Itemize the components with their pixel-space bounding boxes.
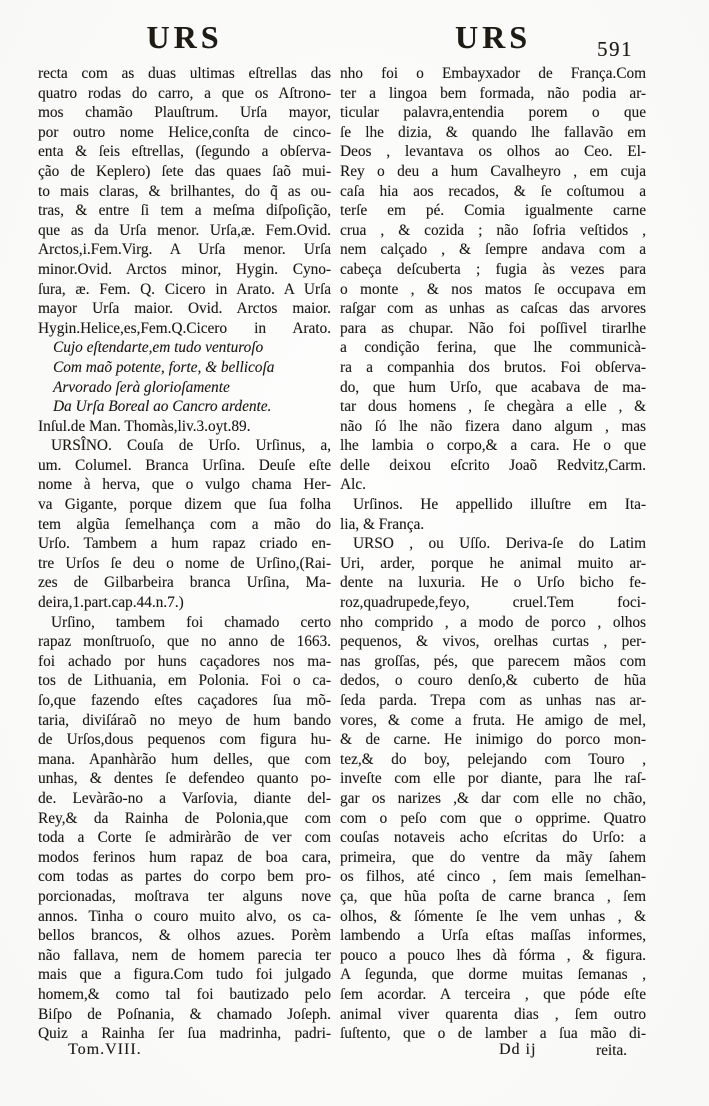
- text-line: Uri, arder, porque he animal muito ar-: [340, 554, 646, 572]
- left-text-column: [38, 64, 331, 1044]
- text-line: to mais claras, & brilhantes, do q̃ as ou-: [38, 182, 331, 200]
- text-line: mais que a figura.Com tudo foi julgado: [38, 966, 331, 984]
- text-line: taria, diviſáraõ no meyo de hum bando: [38, 711, 331, 729]
- text-line: Quiz a Rainha ſer ſua madrinha, padri-: [38, 1025, 331, 1043]
- text-line: & de carne. He inimigo do porco mon-: [340, 731, 646, 749]
- text-line: o monte , & nos matos ſe occupava em: [340, 280, 646, 298]
- text-line: recta com as duas ultimas eſtrellas das: [38, 65, 331, 82]
- text-line: tez,& do boy, pelejando com Touro ,: [340, 750, 646, 768]
- text-line: nem calçado , & ſempre andava com a: [340, 241, 646, 259]
- text-line: a condição ferina, que lhe communicà-: [340, 339, 646, 357]
- text-line: raſgar com as unhas as caſcas das arvores: [340, 300, 646, 318]
- text-line: tos de Lithuania, em Polonia. Foi o ca-: [38, 672, 331, 690]
- text-line: Hygin.Helice,es,Fem.Q.Cicero in Arato.: [38, 319, 331, 337]
- text-line: unhas, & dentes ſe defendeo quanto po-: [38, 770, 331, 788]
- text-line: para as chupar. Não foi poſſivel tirarlhe: [340, 319, 646, 337]
- text-line: mana. Apanhàrão hum delles, que com: [38, 750, 331, 768]
- text-line: primeira, que do ventre da mãy ſahem: [340, 848, 646, 866]
- running-title-left: URS: [146, 19, 223, 55]
- text-line: URSÎNO. Couſa de Urſo. Urſinus, a,: [51, 437, 331, 455]
- text-line: de Urſos,dous pequenos com figura hu-: [38, 731, 331, 749]
- text-line: lhe lambia o corpo,& a cara. He o que: [340, 437, 646, 455]
- text-line: ter a lingoa bem formada, não podia ar-: [340, 84, 646, 102]
- text-line: ção de Keplero) ſete das quaes ſaõ mui-: [38, 162, 331, 180]
- text-line: Inſul.de Man. Thomàs,liv.3.oyt.89.: [38, 417, 251, 435]
- text-line: mayor Urſa maior. Ovid. Arctos maior.: [38, 300, 331, 318]
- text-line: ſem acordar. A terceira , que póde eſte: [340, 985, 646, 1003]
- text-line: foi achado por huns caçadores nos ma-: [38, 652, 331, 670]
- text-line: roz,quadrupede,feyo, cruel.Tem foci-: [340, 594, 646, 612]
- text-line: Urſinos. He appellido illuſtre em Ita-: [353, 496, 646, 514]
- text-line: Da Urſa Boreal ao Cancro ardente.: [53, 398, 272, 416]
- text-line: terſe em pé. Comia igualmente carne: [340, 202, 646, 220]
- volume-signature: Tom.VIII.: [68, 1041, 142, 1058]
- text-line: dedos, o couro denſo,& cuberto de hũa: [340, 672, 646, 690]
- text-line: Arvorado ſerà glorioſamente: [53, 378, 230, 396]
- text-line: não fallava, nem de homem parecia ter: [38, 946, 331, 964]
- text-line: nome à herva, que o vulgo chama Her-: [38, 476, 331, 494]
- right-text-column: [340, 64, 646, 1044]
- text-line: ticular palavra,entendia porem o que: [340, 104, 646, 122]
- text-line: Com maõ potente, forte, & bellicoſa: [53, 358, 275, 376]
- text-line: lia, & França.: [340, 515, 425, 533]
- text-line: inveſte com elle por diante, para lhe raſ-: [340, 770, 646, 788]
- text-line: modos ferinos hum rapaz de boa cara,: [38, 848, 331, 866]
- text-line: por outro nome Helice,conſta de cinco-: [38, 123, 331, 141]
- catchword: reita.: [596, 1042, 627, 1059]
- text-line: delle deixou eſcrito Joaõ Redvitz,Carm.: [340, 456, 646, 474]
- text-line: os filhos, até cinco , ſem mais ſemelhan-: [340, 868, 646, 886]
- text-line: Biſpo de Poſnania, & chamado Joſeph.: [38, 1005, 331, 1023]
- text-line: zes de Gilbarbeira branca Urſina, Ma-: [38, 574, 331, 592]
- text-line: Deos , levantava os olhos ao Ceo. El-: [340, 143, 646, 161]
- text-line: Arctos,i.Fem.Virg. A Urſa menor. Urſa: [38, 241, 331, 259]
- text-line: Rey o deu a hum Cavalheyro , em cuja: [340, 162, 646, 180]
- page-number: 591: [597, 37, 633, 61]
- text-line: couſas notaveis acho eſcritas do Urſo: a: [340, 829, 646, 847]
- text-line: rapaz monſtruoſo, que no anno de 1663.: [38, 633, 331, 651]
- text-line: ra a companhia dos brutos. Foi obſerva-: [340, 358, 646, 376]
- text-line: dente na luxuria. He o Urſo bicho fe-: [340, 574, 646, 592]
- text-line: um. Columel. Branca Urſina. Deuſe eſte: [38, 456, 331, 474]
- running-title-right: URS: [454, 19, 531, 55]
- text-line: va Gigante, porque dizem que ſua folha: [38, 496, 331, 514]
- text-line: ſura, æ. Fem. Q. Cicero in Arato. A Urſa: [38, 280, 331, 298]
- text-line: annos. Tinha o couro muito alvo, os ca-: [38, 907, 331, 925]
- text-line: com todas as partes do corpo bem pro-: [38, 868, 331, 886]
- text-line: enta & ſeis eſtrellas, (ſegundo a obſerva-: [38, 143, 331, 161]
- text-line: minor.Ovid. Arctos minor, Hygin. Cyno-: [38, 260, 331, 278]
- text-line: com o peſo com que o opprime. Quatro: [340, 809, 646, 827]
- text-line: ſuſtento, que o de lamber a ſua mão di-: [340, 1025, 646, 1043]
- text-line: nho foi o Embayxador de França.Com: [340, 65, 646, 82]
- text-line: tras, & entre ſi tem a meſma diſpoſição,: [38, 202, 331, 220]
- text-line: não ſó lhe não fizera dano algum , mas: [340, 417, 646, 435]
- text-line: crua , & cozida ; não ſofria veſtidos ,: [340, 221, 646, 239]
- text-line: ſe lhe dizia, & quando lhe fallavão em: [340, 123, 646, 141]
- text-line: vores, & come a fruta. He amigo de mel,: [340, 711, 646, 729]
- text-line: do, que hum Urſo, que acabava de ma-: [340, 378, 646, 396]
- text-line: animal viver quarenta dias , ſem outro: [340, 1005, 646, 1023]
- text-line: de. Levàrão-no a Varſovia, diante del-: [38, 789, 331, 807]
- text-line: deira,1.part.cap.44.n.7.): [38, 594, 184, 612]
- text-line: lambendo a Urſa eſtas maſſas informes,: [340, 927, 646, 945]
- text-line: tem algũa ſemelhança com a mão do: [38, 515, 331, 533]
- text-line: ça, que hũa poſta de carne branca , ſem: [340, 887, 646, 905]
- text-line: pequenos, & vivos, orelhas curtas , per-: [340, 633, 646, 651]
- text-line: que as da Urſa menor. Urſa,æ. Fem.Ovid.: [38, 221, 331, 239]
- text-line: gar os narizes ,& dar com elle no chão,: [340, 789, 646, 807]
- text-line: Rey,& da Rainha de Polonia,que com: [38, 809, 331, 827]
- text-line: cabeça deſcuberta ; fugia às vezes para: [340, 260, 646, 278]
- text-line: pouco a pouco lhes dà fórma , & figura.: [340, 946, 646, 964]
- text-line: nas groſſas, pés, que parecem mãos com: [340, 652, 646, 670]
- text-line: Cujo eſtendarte,em tudo venturoſo: [53, 339, 264, 357]
- text-line: homem,& como tal foi bautizado pelo: [38, 985, 331, 1003]
- text-line: caſa hia aos recados, & ſe coſtumou a: [340, 182, 646, 200]
- text-line: nho comprido , a modo de porco , olhos: [340, 613, 646, 631]
- gathering-signature: Dd ij: [499, 1041, 537, 1058]
- text-line: Urſino, tambem foi chamado certo: [51, 613, 331, 631]
- text-line: Urſo. Tambem a hum rapaz criado en-: [38, 535, 331, 553]
- text-line: tre Urſos ſe deu o nome de Urſino,(Rai-: [38, 554, 331, 572]
- text-line: A ſegunda, que dorme muitas ſemanas ,: [340, 966, 646, 984]
- text-line: quatro rodas do carro, a que os Aſtrono-: [38, 84, 331, 102]
- text-line: porcionadas, moſtrava ter alguns nove: [38, 887, 331, 905]
- text-line: bellos brancos, & olhos azues. Porèm: [38, 927, 331, 945]
- text-line: URSO , ou Uſſo. Deriva-ſe do Latim: [353, 535, 646, 553]
- text-line: ſeda parda. Trepa com as unhas nas ar-: [340, 692, 646, 709]
- text-line: ſo,que fazendo eſtes caçadores ſua mõ-: [38, 692, 331, 709]
- text-line: mos chamão Plauſtrum. Urſa mayor,: [38, 104, 331, 122]
- text-line: Alc.: [340, 476, 366, 494]
- text-line: olhos, & ſómente ſe lhe vem unhas , &: [340, 907, 646, 925]
- text-line: tar dous homens , ſe chegàra a elle , &: [340, 398, 646, 416]
- text-line: toda a Corte ſe admiràrão de ver com: [38, 829, 331, 847]
